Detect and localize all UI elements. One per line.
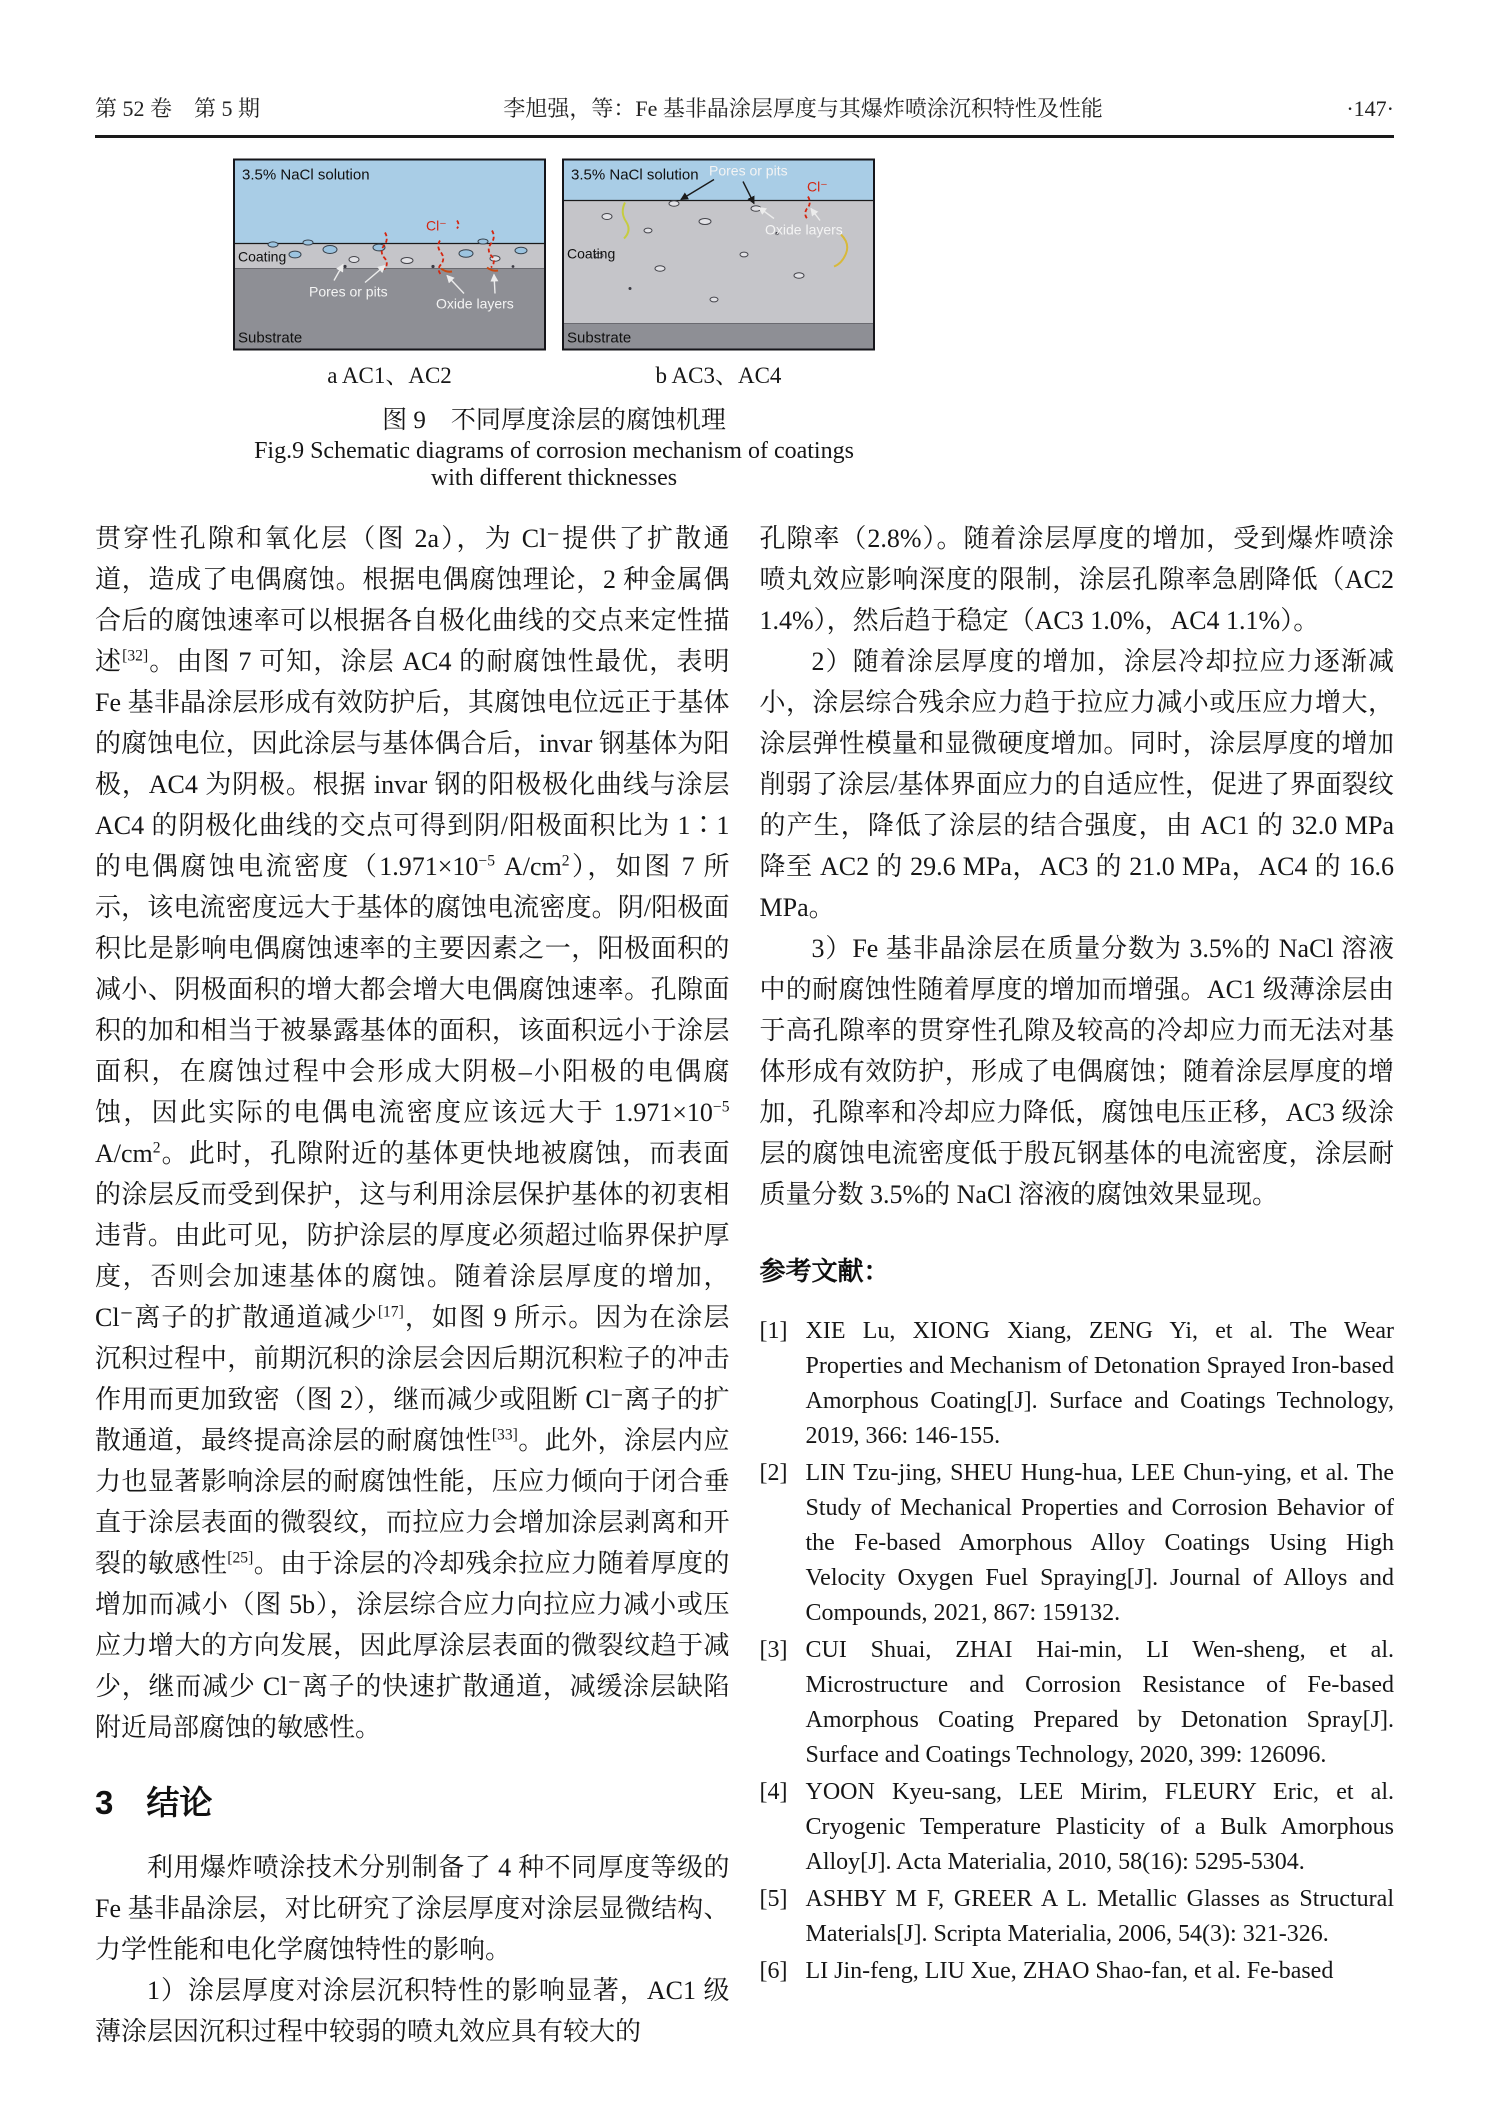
corrosion-diagram-thick-coating bbox=[562, 158, 875, 351]
header-rule bbox=[95, 135, 1394, 138]
solution-label: 3.5% NaCl solution bbox=[571, 166, 699, 184]
reference-number: [5] bbox=[759, 1886, 788, 1912]
reference-text: XIE Lu, XIONG Xiang, ZENG Yi, et al. The Wear Properties and Mechanism of Detonation Sprayed Iron-based Amorphous Coating[J]. Surface and Coatings Technology, 2019, 366: 146-155. bbox=[805, 1318, 1394, 1449]
figure-panel-a bbox=[233, 158, 546, 390]
body-paragraph: 孔隙率（2.8%）。随着涂层厚度的增加，受到爆炸喷涂喷丸效应影响深度的限制，涂层孔隙率急剧降低（AC2 1.4%），然后趋于稳定（AC3 1.0%，AC4 1.1%）。 bbox=[759, 524, 1394, 635]
reference-text: LIN Tzu-jing, SHEU Hung-hua, LEE Chun-ying, et al. The Study of Mechanical Properties and Corrosion Behavior of the Fe-based Amorphous Alloy Coatings Using High Velocity Oxygen Fuel Spraying[J]. Journal of Alloys and Compounds, 2021, 867: 159132. bbox=[805, 1460, 1394, 1626]
reference-item bbox=[760, 1954, 1395, 1989]
figure-caption-zh: 图 9 不同厚度涂层的腐蚀机理 bbox=[382, 407, 726, 434]
body-paragraph: 贯穿性孔隙和氧化层（图 2a），为 Cl⁻提供了扩散通道，造成了电偶腐蚀。根据电偶腐蚀理论，2 种金属偶合后的腐蚀速率可以根据各自极化曲线的交点来定性描述[32]。由图 7 可知，涂层 AC4 的耐腐蚀性最优，表明 Fe 基非晶涂层形成有效防护后，其腐蚀电位远正于基体的腐蚀电位，因此涂层与基体偶合后，invar 钢基体为阳极，AC4 为阴极。根据 invar 钢的阳极极化曲线与涂层 AC4 的阴极化曲线的交点可得到阴/阳极面积比为 1∶1 的电偶腐蚀电流密度（$1.971\times 10^{-5}$ $A/cm^2$），如图 7 所示，该电流密度远大于基体的腐蚀电流密度。阴/阳极面积比是影响电偶腐蚀速率的主要因素之一，阳极面积的减小、阴极面积的增大都会增大电偶腐蚀速率。孔隙面积的加和相当于被暴露基体的面积，该面积远小于涂层面积，在腐蚀过程中会形成大阴极–小阳极的电偶腐蚀，因此实际的电偶电流密度应该远大于 $1.971\times 10^{-5}$ $A/cm^2$。此时，孔隙附近的基体更快地被腐蚀，而表面的涂层反而受到保护，这与利用涂层保护基体的初衷相违背。由此可见，防护涂层的厚度必须超过临界保护厚度，否则会加速基体的腐蚀。随着涂层厚度的增加，Cl⁻离子的扩散通道减少[17]，如图 9 所示。因为在涂层沉积过程中，前期沉积的涂层会因后期沉积粒子的冲击作用而更加致密（图 2），继而减少或阻断 Cl⁻离子的扩散通道，最终提高涂层的耐腐蚀性[33]。此外，涂层内应力也显著影响涂层的耐腐蚀性能，压应力倾向于闭合垂直于涂层表面的微裂纹，而拉应力会增加涂层剥离和开裂的敏感性[25]。由于涂层的冷却残余拉应力随着厚度的增加而减小（图 5b），涂层综合应力向拉应力减小或压应力增大的方向发展，因此厚涂层表面的微裂纹趋于减少，继而减少 Cl⁻离子的快速扩散通道，减缓涂层缺陷附近局部腐蚀的敏感性。 bbox=[95, 524, 730, 1742]
substrate-label: Substrate bbox=[238, 329, 303, 347]
chloride-label: Cl⁻ bbox=[426, 217, 447, 234]
substrate-label: Substrate bbox=[567, 329, 632, 347]
page-header bbox=[95, 92, 1394, 123]
left-column bbox=[95, 518, 730, 2052]
body-paragraph: 利用爆炸喷涂技术分别制备了 4 种不同厚度等级的 Fe 基非晶涂层，对比研究了涂层厚度对涂层显微结构、力学性能和电化学腐蚀特性的影响。 bbox=[95, 1853, 730, 1964]
right-column bbox=[760, 518, 1395, 2052]
conclusion-heading: 3 结论 bbox=[95, 1784, 213, 1821]
reference-number: [6] bbox=[759, 1958, 788, 1984]
body-paragraph: 1）涂层厚度对涂层沉积特性的影响显著，AC1 级薄涂层因沉积过程中较弱的喷丸效应具有较大的 bbox=[95, 1976, 730, 2046]
body-columns bbox=[95, 518, 1394, 2052]
figure-panels bbox=[233, 158, 875, 390]
reference-item bbox=[760, 1633, 1395, 1773]
coating-label: Coating bbox=[567, 245, 616, 262]
body-paragraph: 3）Fe 基非晶涂层在质量分数为 3.5%的 NaCl 溶液中的耐腐蚀性随着厚度的增加而增强。AC1 级薄涂层由于高孔隙率的贯穿性孔隙及较高的冷却应力而无法对基体形成有效防护，形成了电偶腐蚀；随着涂层厚度的增加，孔隙率和冷却应力降低，腐蚀电压正移，AC3 级涂层的腐蚀电流密度低于殷瓦钢基体的电流密度，涂层耐质量分数 3.5%的 NaCl 溶液的腐蚀效果显现。 bbox=[759, 934, 1394, 1209]
chloride-label: Cl⁻ bbox=[807, 178, 828, 195]
reference-item bbox=[760, 1314, 1395, 1454]
reference-number: [3] bbox=[759, 1637, 788, 1663]
volume-issue: 第 52 卷 第 5 期 bbox=[95, 96, 261, 121]
reference-item bbox=[760, 1882, 1395, 1952]
figure-caption bbox=[233, 400, 875, 492]
reference-item bbox=[760, 1775, 1395, 1880]
references-list bbox=[760, 1314, 1395, 1989]
corrosion-diagram-thin-coating bbox=[233, 158, 546, 351]
reference-number: [1] bbox=[759, 1318, 788, 1344]
reference-text: ASHBY M F, GREER A L. Metallic Glasses as Structural Materials[J]. Scripta Materialia, 2006, 54(3): 321-326. bbox=[805, 1886, 1394, 1947]
reference-text: YOON Kyeu-sang, LEE Mirim, FLEURY Eric, et al. Cryogenic Temperature Plasticity of a Bulk Amorphous Alloy[J]. Acta Materialia, 2010, 58(16): 5295-5304. bbox=[805, 1779, 1394, 1875]
reference-number: [4] bbox=[759, 1779, 788, 1805]
figure-caption-en: Fig.9 Schematic diagrams of corrosion mechanism of coatings with different thicknesses bbox=[254, 438, 854, 491]
figure-panel-b bbox=[562, 158, 875, 390]
reference-text: LI Jin-feng, LIU Xue, ZHAO Shao-fan, et al. Fe-based bbox=[805, 1958, 1334, 1984]
solution-label: 3.5% NaCl solution bbox=[242, 166, 370, 184]
panel-a-subcaption: a AC1、AC2 bbox=[327, 363, 452, 388]
running-title: 李旭强，等：Fe 基非晶涂层厚度与其爆炸喷涂沉积特性及性能 bbox=[503, 96, 1103, 121]
panel-b-subcaption: b AC3、AC4 bbox=[655, 363, 782, 388]
pores-label: Pores or pits bbox=[709, 162, 788, 179]
figure-9 bbox=[233, 158, 875, 492]
coating-label: Coating bbox=[238, 248, 287, 265]
reference-text: CUI Shuai, ZHAI Hai-min, LI Wen-sheng, et al. Microstructure and Corrosion Resistance of Fe-based Amorphous Coating Prepared by Detonation Spray[J]. Surface and Coatings Technology, 2020, 399: 126096. bbox=[805, 1637, 1394, 1768]
page-number: ·147· bbox=[1346, 96, 1394, 121]
pores-label: Pores or pits bbox=[309, 283, 388, 300]
body-paragraph: 2）随着涂层厚度的增加，涂层冷却拉应力逐渐减小，涂层综合残余应力趋于拉应力减小或压应力增大，涂层弹性模量和显微硬度增加。同时，涂层厚度的增加削弱了涂层/基体界面应力的自适应性，促进了界面裂纹的产生，降低了涂层的结合强度，由 AC1 的 32.0 MPa 降至 AC2 的 29.6 MPa，AC3 的 21.0 MPa，AC4 的 16.6 MPa。 bbox=[759, 647, 1394, 922]
reference-number: [2] bbox=[759, 1460, 788, 1486]
oxide-label: Oxide layers bbox=[765, 221, 843, 238]
oxide-label: Oxide layers bbox=[436, 295, 514, 312]
reference-item bbox=[760, 1456, 1395, 1631]
references-heading: 参考文献： bbox=[759, 1256, 890, 1286]
